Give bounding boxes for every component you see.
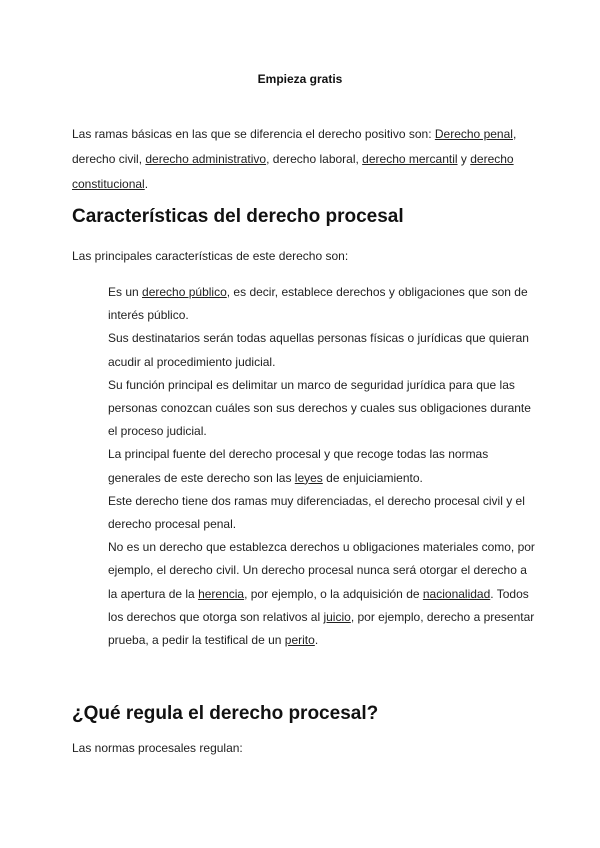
item-text: , por ejemplo, derecho a presentar prueba, a pedir la testifical de un [108, 609, 535, 648]
list-item [108, 443, 538, 489]
link-derecho-publico[interactable]: derecho público [142, 285, 227, 299]
link-leyes[interactable]: leyes [294, 470, 323, 485]
link-derecho-administrativo[interactable]: derecho administrativo [145, 152, 267, 166]
item-text: Sus destinatarios serán todas aquellas personas físicas o jurídicas que quieran acudir al procedimiento judicial. [108, 331, 529, 369]
intro-text-4: y [457, 152, 471, 166]
item-text: , por ejemplo, o la adquisición de [244, 586, 423, 601]
link-derecho-constitucional[interactable]: derecho constitucional [72, 152, 514, 191]
start-free-link[interactable]: Empieza gratis [257, 72, 343, 86]
intro-text-2: , derecho civil, [72, 127, 517, 166]
link-derecho-mercantil[interactable]: derecho mercantil [362, 152, 458, 166]
item-text: . [314, 633, 319, 648]
intro-paragraph [72, 122, 532, 197]
list-item [108, 327, 538, 373]
link-herencia[interactable]: herencia [198, 586, 245, 601]
item-text: Es un [108, 285, 143, 299]
section-heading-caracteristicas: Características del derecho procesal [72, 206, 404, 227]
section-lead-caracteristicas: Las principales características de este derecho son: [72, 249, 349, 263]
link-derecho-penal[interactable]: Derecho penal [434, 127, 513, 141]
item-text: de enjuiciamiento. [322, 470, 423, 485]
item-text: , es decir, establece derechos y obligaciones que son de interés público. [108, 285, 528, 323]
item-text: La principal fuente del derecho procesal y que recoge todas las normas generales de este derecho son las [108, 447, 489, 485]
item-text: Su función principal es delimitar un marco de seguridad jurídica para que las personas conozcan cuáles son sus derechos y cuales sus obligaciones durante el proceso judicial. [108, 377, 531, 439]
list-item [108, 374, 538, 444]
section-heading-regula: ¿Qué regula el derecho procesal? [72, 703, 379, 724]
link-nacionalidad[interactable]: nacionalidad [422, 586, 491, 601]
intro-text-5: . [144, 177, 149, 191]
section-lead-regula: Las normas procesales regulan: [72, 741, 243, 755]
link-juicio[interactable]: juicio [323, 609, 351, 624]
intro-text-1: Las ramas básicas en las que se diferencia el derecho positivo son: [72, 127, 435, 141]
intro-text-3: , derecho laboral, [266, 152, 363, 166]
list-item [108, 536, 538, 652]
characteristics-list [108, 281, 538, 652]
link-perito[interactable]: perito [284, 633, 315, 648]
item-text: Este derecho tiene dos ramas muy diferenciadas, el derecho procesal civil y el derecho procesal penal. [108, 493, 525, 532]
item-text: . Todos los derechos que otorga son relativos al [108, 586, 529, 624]
item-text: No es un derecho que establezca derechos u obligaciones materiales como, por ejemplo, el derecho civil. Un derecho procesal nunca será otorgar el derecho a la apertura de la [108, 540, 535, 601]
list-item [108, 281, 538, 327]
list-item [108, 490, 538, 536]
